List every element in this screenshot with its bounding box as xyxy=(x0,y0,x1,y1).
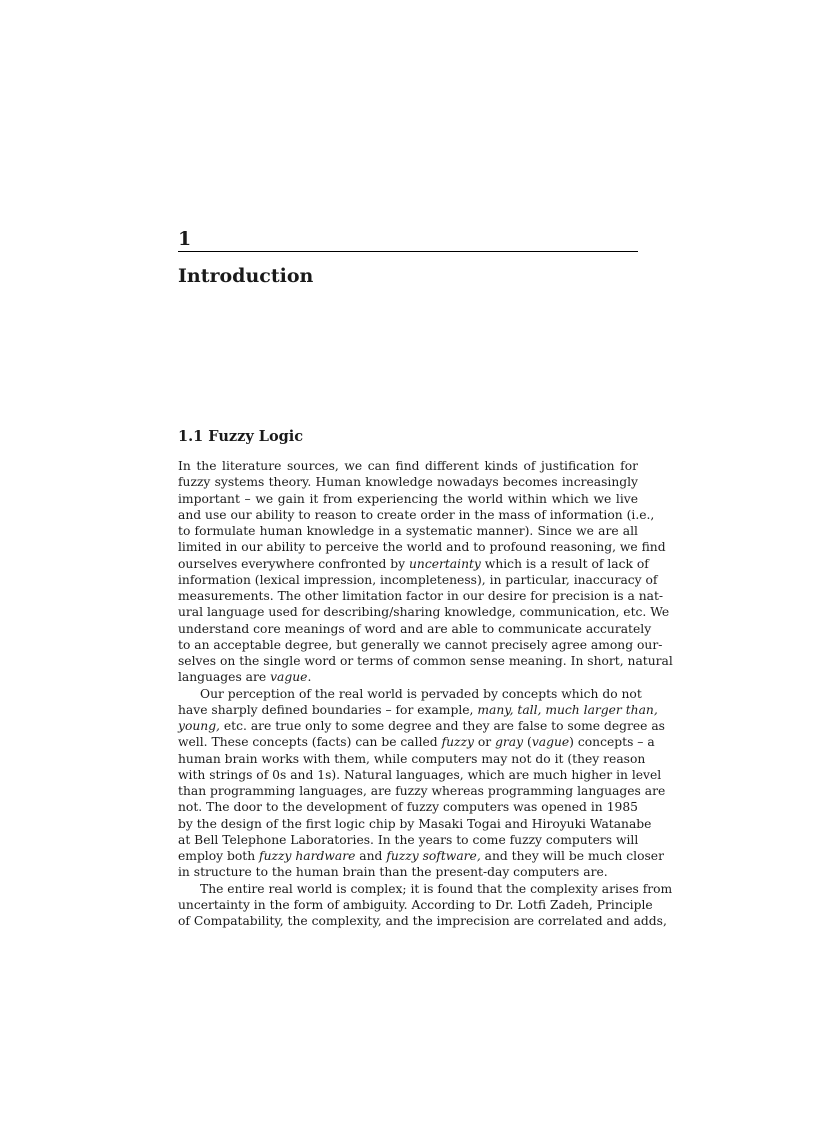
text-line xyxy=(178,604,670,620)
text-segment: to an acceptable degree, but generally we cannot precisely agree among our- xyxy=(178,637,663,652)
text-line xyxy=(178,669,638,685)
text-line xyxy=(178,588,664,604)
paragraph xyxy=(178,458,673,686)
italic-text: fuzzy xyxy=(441,735,474,750)
chapter-number: 1 xyxy=(178,228,192,250)
text-line xyxy=(178,751,646,767)
text-segment: in structure to the human brain than the present-day computers are. xyxy=(178,865,608,880)
text-line xyxy=(178,702,658,718)
text-segment: which is a result of lack of xyxy=(480,556,649,571)
text-line xyxy=(178,491,638,507)
italic-text: vague xyxy=(270,670,308,685)
text-segment: employ both xyxy=(178,849,260,863)
text-line xyxy=(178,832,638,848)
italic-text: uncertainty xyxy=(408,556,481,571)
italic-text: fuzzy software, xyxy=(386,849,481,863)
text-segment: ( xyxy=(523,735,532,750)
text-line xyxy=(178,556,649,572)
text-segment: ourselves everywhere confronted by xyxy=(178,556,409,571)
text-segment: not. The door to the development of fuzzy computers was opened in 1985 xyxy=(178,800,638,815)
chapter-title: Introduction xyxy=(178,265,314,287)
paragraph xyxy=(178,686,666,881)
text-line xyxy=(178,799,638,815)
text-line xyxy=(178,507,655,523)
text-segment: Our perception of the real world is pervaded by concepts which do not xyxy=(200,686,642,701)
text-segment: important – we gain it from experiencing the world within which we live xyxy=(178,491,638,506)
text-segment: by the design of the first logic chip by Masaki Togai and Hiroyuki Watanabe xyxy=(178,816,652,831)
text-segment: understand core meanings of word and are able to communicate accurately xyxy=(178,621,652,636)
text-segment: or xyxy=(473,735,496,750)
text-line xyxy=(178,913,667,929)
chapter-rule xyxy=(178,251,638,252)
text-line xyxy=(178,474,638,490)
text-segment: fuzzy systems theory. Human knowledge nowadays becomes increasingly xyxy=(178,475,638,490)
text-line xyxy=(178,653,673,669)
italic-text: vague xyxy=(531,735,570,750)
text-line xyxy=(178,686,642,702)
text-segment: than programming languages, are fuzzy whereas programming languages are xyxy=(178,784,666,798)
body-text xyxy=(178,458,673,929)
text-line xyxy=(178,881,673,897)
text-line xyxy=(178,621,652,637)
text-line xyxy=(178,816,652,832)
text-line xyxy=(178,718,665,734)
text-line xyxy=(178,783,666,799)
text-segment: etc. are true only to some degree and they are false to some degree as xyxy=(219,719,665,733)
text-segment: measurements. The other limitation factor in our desire for precision is a nat- xyxy=(178,589,664,603)
text-segment: information (lexical impression, incompleteness), in particular, inaccuracy of xyxy=(178,572,658,587)
text-segment: to formulate human knowledge in a systematic manner). Since we are all xyxy=(178,524,638,538)
text-line xyxy=(178,897,653,913)
text-line xyxy=(178,523,638,539)
text-segment: In the literature sources, we can find different kinds of justification for xyxy=(178,459,638,473)
text-segment: and xyxy=(355,849,387,863)
italic-text: gray xyxy=(495,735,524,750)
text-segment: human brain works with them, while computers may not do it (they reason xyxy=(178,751,646,766)
text-line xyxy=(178,864,638,880)
text-segment: ) concepts – a xyxy=(569,735,655,750)
text-line xyxy=(178,767,662,783)
text-line xyxy=(178,572,658,588)
text-segment: at Bell Telephone Laboratories. In the years to come fuzzy computers will xyxy=(178,832,639,847)
text-segment: ural language used for describing/sharing knowledge, communication, etc. We xyxy=(178,605,670,620)
text-segment: selves on the single word or terms of common sense meaning. In short, natural xyxy=(178,654,673,668)
text-segment: well. These concepts (facts) can be called xyxy=(178,735,442,750)
text-segment: have sharply defined boundaries – for example, xyxy=(178,702,478,717)
text-line xyxy=(178,458,638,474)
text-segment: The entire real world is complex; it is found that the complexity arises from xyxy=(200,881,673,896)
text-segment: limited in our ability to perceive the world and to profound reasoning, we find xyxy=(178,540,666,555)
text-line xyxy=(178,539,666,555)
text-segment: and they will be much closer xyxy=(480,849,664,863)
text-line xyxy=(178,848,664,864)
paragraph xyxy=(178,881,673,930)
text-line xyxy=(178,734,655,750)
section-title: 1.1 Fuzzy Logic xyxy=(178,428,304,445)
text-segment: of Compatability, the complexity, and the imprecision are correlated and adds, xyxy=(178,914,667,928)
text-segment: uncertainty in the form of ambiguity. According to Dr. Lotfi Zadeh, Principle xyxy=(178,897,653,912)
italic-text: fuzzy hardware xyxy=(259,849,356,863)
text-segment: languages are xyxy=(178,670,271,685)
text-segment: and use our ability to reason to create order in the mass of information (i.e., xyxy=(178,507,655,522)
italic-text: many, tall, much larger than, xyxy=(477,702,658,717)
text-segment: . xyxy=(307,670,312,685)
text-line xyxy=(178,637,663,653)
text-segment: with strings of 0s and 1s). Natural languages, which are much higher in level xyxy=(178,767,662,782)
italic-text: young, xyxy=(178,719,220,733)
